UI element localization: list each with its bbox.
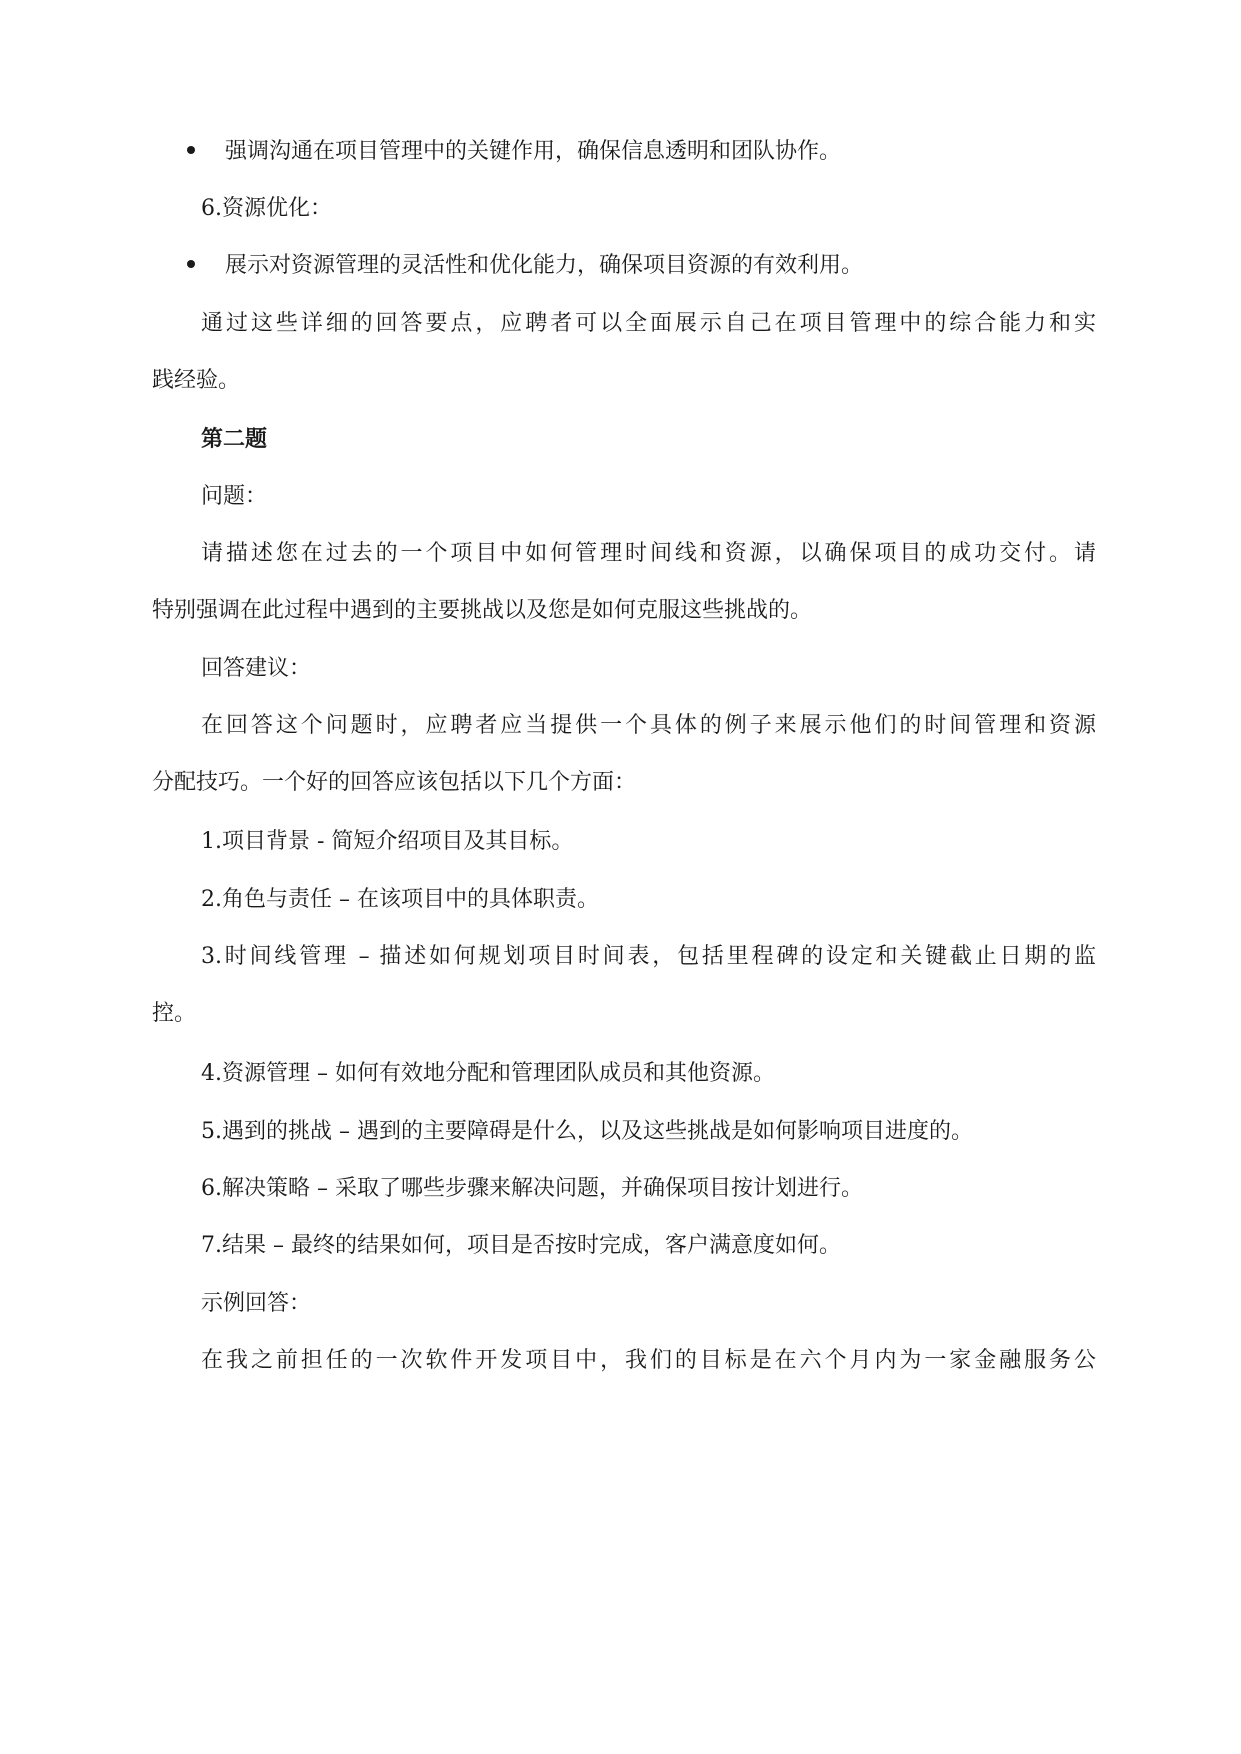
bullet-icon bbox=[187, 260, 195, 268]
suggestion-label: 回答建议： bbox=[201, 656, 312, 681]
bullet-text: 强调沟通在项目管理中的关键作用，确保信息透明和团队协作。 bbox=[225, 139, 842, 164]
question-paragraph-line-1: 请描述您在过去的一个项目中如何管理时间线和资源，以确保项目的成功交付。请 bbox=[201, 541, 1096, 566]
bullet-text: 展示对资源管理的灵活性和优化能力，确保项目资源的有效利用。 bbox=[225, 253, 864, 278]
bullet-item-resource bbox=[0, 251, 1241, 281]
point-item-7: 7.结果 – 最终的结果如何，项目是否按时完成，客户满意度如何。 bbox=[201, 1233, 841, 1258]
point-item-3-line-1: 3.时间线管理 – 描述如何规划项目时间表，包括里程碑的设定和关键截止日期的监 bbox=[201, 944, 1096, 969]
suggestion-paragraph-line-1: 在回答这个问题时，应聘者应当提供一个具体的例子来展示他们的时间管理和资源 bbox=[201, 713, 1096, 738]
bullet-icon bbox=[187, 146, 195, 154]
summary-paragraph-line-2: 践经验。 bbox=[152, 368, 241, 393]
question-paragraph-line-2: 特别强调在此过程中遇到的主要挑战以及您是如何克服这些挑战的。 bbox=[152, 598, 813, 623]
point-item-3-line-2: 控。 bbox=[152, 1001, 197, 1026]
point-item-5: 5.遇到的挑战 – 遇到的主要障碍是什么，以及这些挑战是如何影响项目进度的。 bbox=[201, 1119, 973, 1144]
point-item-6: 6.解决策略 – 采取了哪些步骤来解决问题，并确保项目按计划进行。 bbox=[201, 1176, 863, 1201]
section-title: 第二题 bbox=[201, 426, 268, 452]
summary-paragraph-line-1: 通过这些详细的回答要点，应聘者可以全面展示自己在项目管理中的综合能力和实 bbox=[201, 311, 1096, 336]
bullet-item-communication bbox=[0, 137, 1241, 167]
example-paragraph-line-1: 在我之前担任的一次软件开发项目中，我们的目标是在六个月内为一家金融服务公 bbox=[201, 1348, 1096, 1373]
example-label: 示例回答： bbox=[201, 1291, 312, 1316]
point-item-2: 2.角色与责任 – 在该项目中的具体职责。 bbox=[201, 887, 599, 912]
point-item-4: 4.资源管理 – 如何有效地分配和管理团队成员和其他资源。 bbox=[201, 1061, 775, 1086]
point-item-1: 1.项目背景 - 简短介绍项目及其目标。 bbox=[201, 829, 574, 854]
subheading-resource-optimization: 6.资源优化： bbox=[201, 196, 332, 221]
suggestion-paragraph-line-2: 分配技巧。一个好的回答应该包括以下几个方面： bbox=[152, 770, 637, 795]
question-label: 问题： bbox=[201, 484, 268, 509]
